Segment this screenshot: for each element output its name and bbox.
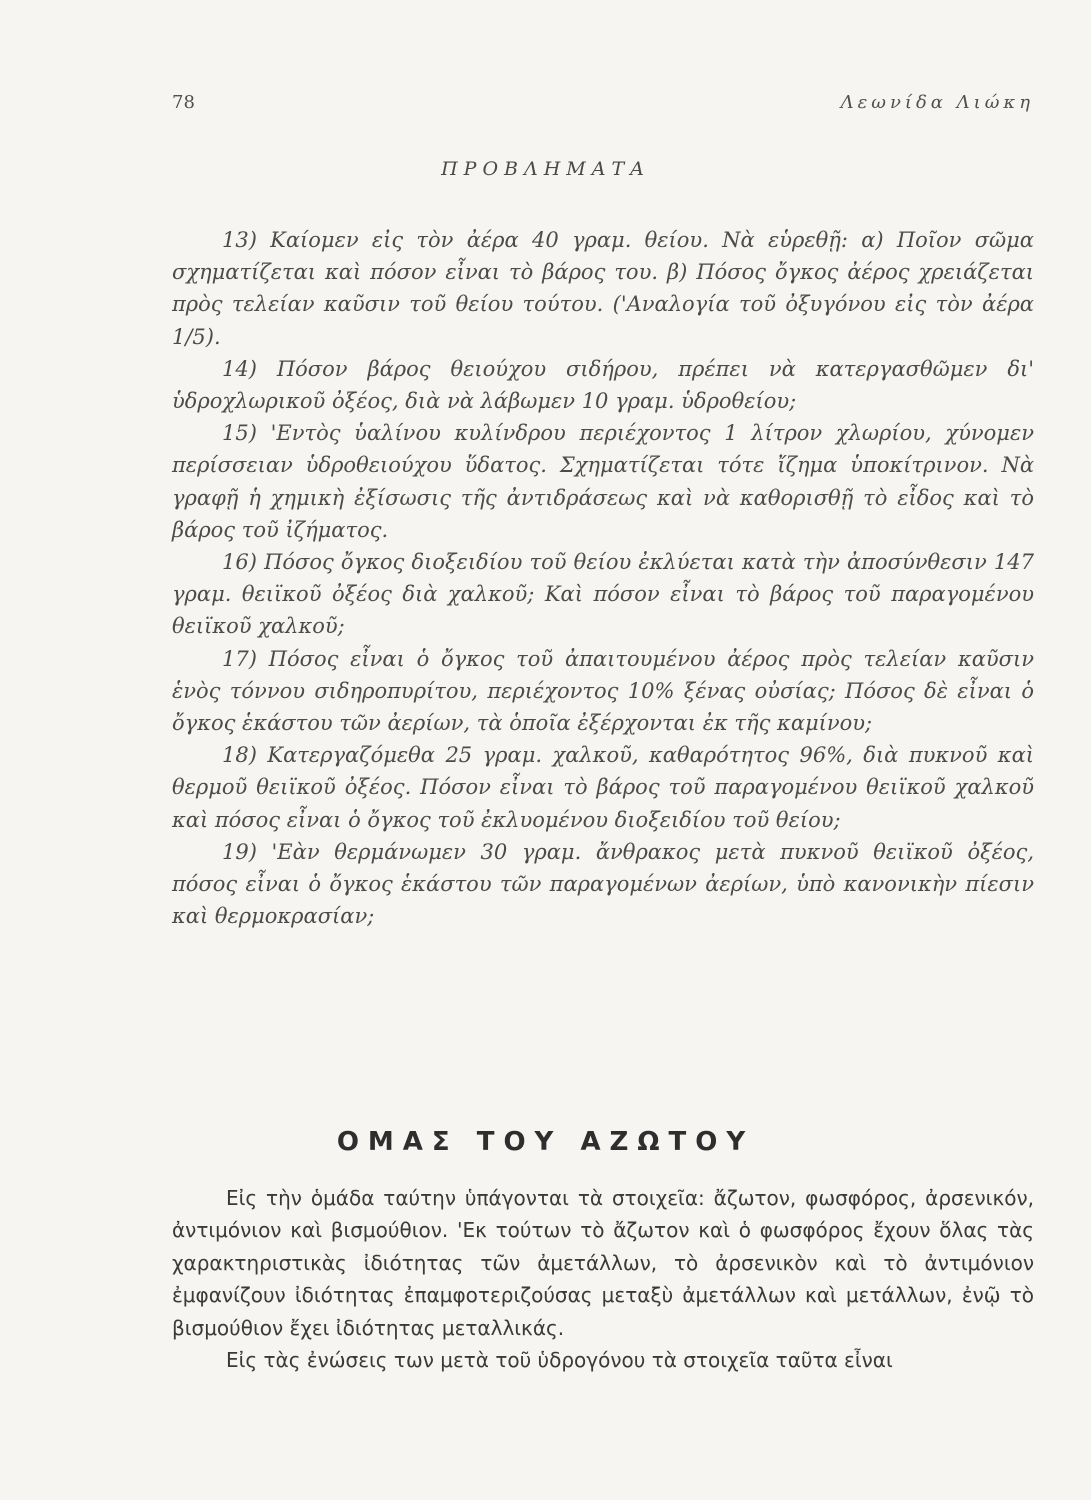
problem-15: 15) 'Εντὸς ὑαλίνου κυλίνδρου περιέχοντος 1 λίτρον χλωρίου, χύνομεν περίσσειαν ὑδροθειούχου ὕδατος. Σχηματίζεται τότε ἴζημα ὑποκίτρινον. Νὰ γραφῇ ἡ χημικὴ ἐξίσωσις τῆς ἀντιδράσεως καὶ νὰ καθορισθῇ τὸ εἶδος καὶ τὸ βάρος τοῦ ἰζήματος. (172, 421, 1034, 542)
group-heading: ΟΜΑΣ ΤΟΥ ΑΖΩΤΟΥ (336, 1127, 755, 1157)
section-title: ΠΡΟΒΛΗΜΑΤΑ (441, 158, 650, 180)
problem-13: 13) Καίομεν εἰς τὸν ἀέρα 40 γραμ. θείου. Νὰ εὑρεθῇ: α) Ποῖον σῶμα σχηματίζεται καὶ πόσον εἶναι τὸ βάρος του. β) Πόσος ὄγκος ἀέρος χρειάζεται πρὸς τελείαν καῦσιν τοῦ θείου τούτου. ('Αναλογία τοῦ ὀξυγόνου εἰς τὸν ἀέρα 1/5). (172, 228, 1034, 349)
author-name: Λεωνίδα Λιώκη (840, 92, 1034, 113)
running-head (172, 92, 1034, 122)
problem-18: 18) Κατεργαζόμεθα 25 γραμ. χαλκοῦ, καθαρότητος 96%, διὰ πυκνοῦ καὶ θερμοῦ θειϊκοῦ ὀξέος. Πόσον εἶναι τὸ βάρος τοῦ παραγομένου θειϊκοῦ χαλκοῦ καὶ πόσος εἶναι ὁ ὄγκος τοῦ ἐκλυομένου διοξειδίου τοῦ θείου; (172, 743, 1034, 832)
problem-19: 19) 'Εὰν θερμάνωμεν 30 γραμ. ἄνθρακος μετὰ πυκνοῦ θειϊκοῦ ὀξέος, πόσος εἶναι ὁ ὄγκος ἑκάστου τῶν παραγομένων ἀερίων, ὑπὸ κανονικὴν πίεσιν καὶ θερμοκρασίαν; (172, 839, 1034, 929)
problem-17: 17) Πόσος εἶναι ὁ ὄγκος τοῦ ἀπαιτουμένου ἀέρος πρὸς τελείαν καῦσιν ἑνὸς τόννου σιδηροπυρίτου, περιέχοντος 10% ξένας οὐσίας; Πόσος δὲ εἶναι ὁ ὄγκος ἑκάστου τῶν ἀερίων, τὰ ὁποῖα ἐξέρχονται ἐκ τῆς καμίνου; (172, 646, 1034, 736)
problems-list (172, 224, 1034, 932)
problem-16: 16) Πόσος ὄγκος διοξειδίου τοῦ θείου ἐκλύεται κατὰ τὴν ἀποσύνθεσιν 147 γραμ. θειϊκοῦ ὀξέος διὰ χαλκοῦ; Καὶ πόσον εἶναι τὸ βάρος τοῦ παραγομένου θειϊκοῦ χαλκοῦ; (172, 550, 1034, 639)
group-body (172, 1182, 1034, 1376)
paragraph-hydrogen-compounds: Εἰς τὰς ἐνώσεις των μετὰ τοῦ ὑδρογόνου τὰ στοιχεῖα ταῦτα εἶναι (226, 1348, 893, 1373)
paragraph-elements: Εἰς τὴν ὁμάδα ταύτην ὑπάγονται τὰ στοιχεῖα: ἄζωτον, φωσφόρος, ἀρσενικόν, ἀντιμόνιον καὶ βισμούθιον. 'Εκ τούτων τὸ ἄζωτον καὶ ὁ φωσφόρος ἔχουν ὅλας τὰς χαρακτηριστικὰς ἰδιότητας τῶν ἀμετάλλων, τὸ ἀρσενικὸν καὶ τὸ ἀντιμόνιον ἐμφανίζουν ἰδιότητας ἐπαμφοτεριζούσας μεταξὺ ἀμετάλλων καὶ μετάλλων, ἐνῷ τὸ βισμούθιον ἔχει ἰδιότητας μεταλλικάς. (172, 1186, 1034, 1340)
page-number: 78 (172, 92, 195, 113)
problem-14: 14) Πόσον βάρος θειούχου σιδήρου, πρέπει νὰ κατεργασθῶμεν δι' ὑδροχλωρικοῦ ὀξέος, διὰ νὰ λάβωμεν 10 γραμ. ὑδροθείου; (172, 356, 1034, 414)
